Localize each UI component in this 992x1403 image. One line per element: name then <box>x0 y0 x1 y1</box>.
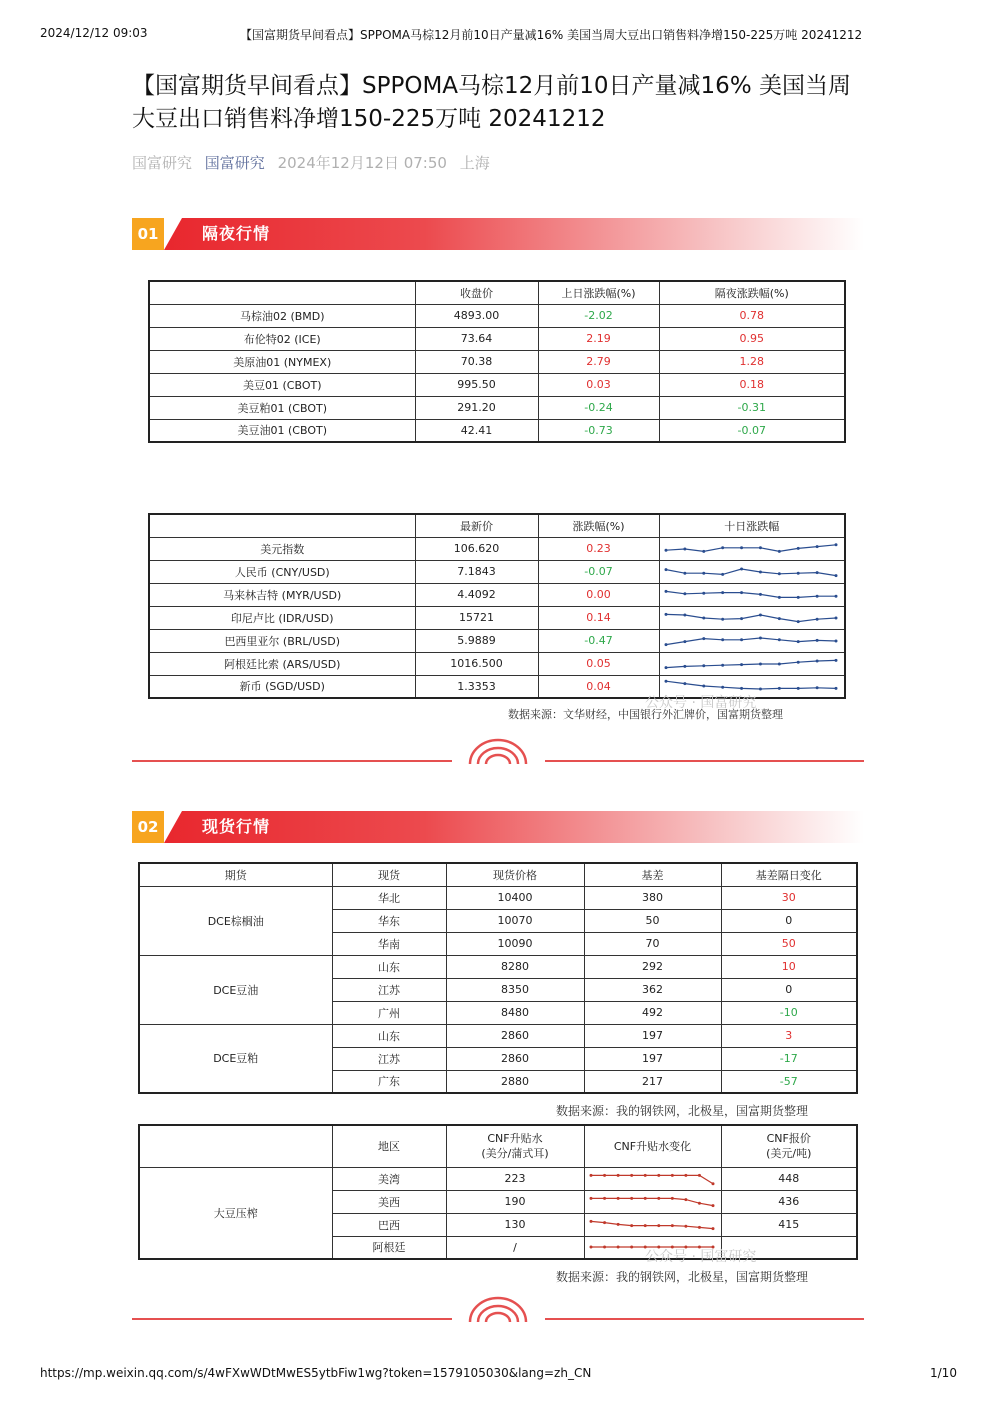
futures-name: DCE棕榈油 <box>139 886 332 955</box>
cloud-ornament-icon <box>466 1296 530 1324</box>
table-row <box>149 583 845 606</box>
spot-price: 2860 <box>446 1024 584 1047</box>
basis: 70 <box>584 932 721 955</box>
col-header: 隔夜涨跌幅(%) <box>659 281 845 304</box>
sparkline-point <box>657 1224 660 1227</box>
spot-region: 江苏 <box>332 978 446 1001</box>
instrument-name: 马棕油02 (BMD) <box>149 304 415 327</box>
sparkline-point <box>721 686 724 689</box>
currency-name: 阿根廷比索 (ARS/USD) <box>149 652 415 675</box>
table-row <box>149 560 845 583</box>
sparkline-point <box>711 1204 714 1207</box>
basis-change: 50 <box>721 932 857 955</box>
section-number: 02 <box>132 811 164 843</box>
sparkline-point <box>758 636 761 639</box>
cloud-ornament-icon <box>466 738 530 766</box>
basis: 50 <box>584 909 721 932</box>
currency-name: 巴西里亚尔 (BRL/USD) <box>149 629 415 652</box>
sparkline-point <box>643 1173 646 1176</box>
col-header <box>149 514 415 537</box>
ten-day-trend-cell <box>659 537 845 560</box>
sparkline-path <box>666 614 836 621</box>
article-source: 国富研究 <box>132 154 193 172</box>
article-title: 【国富期货早间看点】SPPOMA马棕12月前10日产量减16% 美国当周大豆出口销售料净增150-225万吨 20241212 <box>132 73 851 132</box>
latest-price: 5.9889 <box>415 629 538 652</box>
sparkline-point <box>702 637 705 640</box>
change-pct: 0.04 <box>538 675 659 698</box>
instrument-name: 美原油01 (NYMEX) <box>149 350 415 373</box>
sparkline-point <box>683 640 686 643</box>
sparkline-point <box>740 663 743 666</box>
instrument-name: 美豆粕01 (CBOT) <box>149 396 415 419</box>
cnf-quote: 448 <box>721 1167 857 1190</box>
prev-change: -2.02 <box>538 304 659 327</box>
table-row <box>149 304 845 327</box>
sparkline-point <box>643 1196 646 1199</box>
change-pct: -0.07 <box>538 560 659 583</box>
sparkline-point <box>630 1224 633 1227</box>
sparkline-point <box>740 591 743 594</box>
spot-price: 10090 <box>446 932 584 955</box>
region: 美西 <box>332 1190 446 1213</box>
spot-price: 8480 <box>446 1001 584 1024</box>
sparkline-point <box>683 571 686 574</box>
sparkline-point <box>740 687 743 690</box>
print-title: 【国富期货早间看点】SPPOMA马棕12月前10日产量减16% 美国当周大豆出口销售料净增150-225万吨 20241212 <box>240 28 863 42</box>
sparkline <box>662 631 840 651</box>
sparkline-point <box>777 638 780 641</box>
sparkline-point <box>740 567 743 570</box>
data-source-note: 数据来源：文华财经，中国银行外汇牌价，国富期货整理 <box>508 708 783 721</box>
spot-price: 10070 <box>446 909 584 932</box>
spot-region: 华东 <box>332 909 446 932</box>
basis: 380 <box>584 886 721 909</box>
spot-price: 2860 <box>446 1047 584 1070</box>
ten-day-trend-cell <box>659 652 845 675</box>
sparkline-point <box>683 613 686 616</box>
print-date: 2024/12/12 09:03 <box>40 26 148 40</box>
sparkline-path <box>666 591 836 597</box>
overnight-market-table <box>148 280 846 443</box>
basis-change: -17 <box>721 1047 857 1070</box>
sparkline-point <box>683 547 686 550</box>
basis: 197 <box>584 1024 721 1047</box>
sparkline-point <box>664 666 667 669</box>
table-row <box>149 629 845 652</box>
cnf-trend-cell <box>584 1190 721 1213</box>
ten-day-trend-cell <box>659 560 845 583</box>
sparkline-point <box>758 546 761 549</box>
section-header-spot <box>132 811 864 843</box>
basis-change: 0 <box>721 978 857 1001</box>
sparkline-point <box>697 1225 700 1228</box>
data-source-note: 数据来源：我的钢铁网，北极星，国富期货整理 <box>556 1104 809 1118</box>
sparkline-point <box>758 613 761 616</box>
table-row <box>149 606 845 629</box>
spot-region: 华南 <box>332 932 446 955</box>
sparkline-point <box>670 1196 673 1199</box>
cnf-premium: / <box>446 1236 584 1259</box>
col-header: CNF报价 (美元/吨) <box>721 1125 857 1167</box>
sparkline-point <box>702 616 705 619</box>
night-change: -0.31 <box>659 396 845 419</box>
col-header: 期货 <box>139 863 332 886</box>
latest-price: 1.3353 <box>415 675 538 698</box>
sparkline-point <box>740 638 743 641</box>
latest-price: 106.620 <box>415 537 538 560</box>
author-link[interactable]: 国富研究 <box>204 154 265 172</box>
basis-change: 3 <box>721 1024 857 1047</box>
cnf-trend-cell <box>584 1167 721 1190</box>
sparkline-point <box>643 1224 646 1227</box>
basis: 362 <box>584 978 721 1001</box>
divider-line <box>132 760 452 762</box>
table-row <box>139 955 857 978</box>
sparkline-point <box>589 1219 592 1222</box>
sparkline-point <box>664 548 667 551</box>
sparkline-point <box>777 595 780 598</box>
sparkline <box>662 585 840 605</box>
col-header: 现货价格 <box>446 863 584 886</box>
sparkline-point <box>630 1246 633 1249</box>
fx-table <box>148 513 846 699</box>
sparkline-point <box>834 639 837 642</box>
change-pct: 0.00 <box>538 583 659 606</box>
sparkline-point <box>721 546 724 549</box>
basis-change: 30 <box>721 886 857 909</box>
sparkline <box>662 654 840 674</box>
sparkline-point <box>796 595 799 598</box>
spot-price: 10400 <box>446 886 584 909</box>
col-header: 上日涨跌幅(%) <box>538 281 659 304</box>
sparkline-point <box>664 589 667 592</box>
latest-price: 7.1843 <box>415 560 538 583</box>
sparkline-point <box>777 572 780 575</box>
sparkline-path <box>591 1175 713 1183</box>
table-row <box>149 327 845 350</box>
basis: 197 <box>584 1047 721 1070</box>
basis: 292 <box>584 955 721 978</box>
sparkline-point <box>815 617 818 620</box>
basis: 217 <box>584 1070 721 1093</box>
close-price: 291.20 <box>415 396 538 419</box>
basis-change: 10 <box>721 955 857 978</box>
sparkline-point <box>796 660 799 663</box>
sparkline-point <box>683 592 686 595</box>
sparkline-point <box>834 616 837 619</box>
watermark: 公众号 · 国富研究 <box>645 695 757 711</box>
sparkline-path <box>591 1221 713 1228</box>
table-row <box>139 886 857 909</box>
sparkline-point <box>702 571 705 574</box>
currency-name: 新币 (SGD/USD) <box>149 675 415 698</box>
sparkline-point <box>616 1173 619 1176</box>
col-header: CNF升贴水 (美分/蒲式耳) <box>446 1125 584 1167</box>
basis-change: -10 <box>721 1001 857 1024</box>
sparkline-point <box>721 638 724 641</box>
sparkline-point <box>670 1224 673 1227</box>
sparkline-point <box>796 620 799 623</box>
sparkline-point <box>721 591 724 594</box>
region: 美湾 <box>332 1167 446 1190</box>
sparkline-point <box>740 617 743 620</box>
sparkline-point <box>796 571 799 574</box>
sparkline-point <box>670 1173 673 1176</box>
sparkline-point <box>684 1173 687 1176</box>
prev-change: -0.73 <box>538 419 659 442</box>
col-header: 收盘价 <box>415 281 538 304</box>
spot-region: 山东 <box>332 1024 446 1047</box>
basis: 492 <box>584 1001 721 1024</box>
sparkline-point <box>616 1196 619 1199</box>
col-header <box>149 281 415 304</box>
prev-change: 2.19 <box>538 327 659 350</box>
latest-price: 1016.500 <box>415 652 538 675</box>
col-header: 涨跌幅(%) <box>538 514 659 537</box>
sparkline <box>662 608 840 628</box>
ten-day-trend-cell <box>659 629 845 652</box>
futures-name: DCE豆油 <box>139 955 332 1024</box>
sparkline-point <box>702 591 705 594</box>
sparkline-path <box>591 1198 713 1205</box>
sparkline-point <box>777 687 780 690</box>
sparkline <box>587 1169 717 1189</box>
sparkline-point <box>589 1173 592 1176</box>
divider-line <box>545 760 864 762</box>
sparkline-point <box>589 1246 592 1249</box>
spot-price: 8280 <box>446 955 584 978</box>
col-header: 现货 <box>332 863 446 886</box>
sparkline-point <box>740 546 743 549</box>
sparkline-point <box>630 1196 633 1199</box>
sparkline-point <box>815 571 818 574</box>
sparkline-point <box>711 1227 714 1230</box>
spot-region: 山东 <box>332 955 446 978</box>
article-datetime: 2024年12月12日 07:50 <box>277 154 447 172</box>
sparkline-point <box>684 1198 687 1201</box>
sparkline-point <box>758 592 761 595</box>
ten-day-trend-cell <box>659 606 845 629</box>
sparkline-point <box>834 594 837 597</box>
sparkline-point <box>664 612 667 615</box>
divider-line <box>545 1318 864 1320</box>
sparkline-point <box>683 664 686 667</box>
article-location: 上海 <box>459 154 490 172</box>
col-header: CNF升贴水变化 <box>584 1125 721 1167</box>
sparkline-point <box>777 549 780 552</box>
sparkline-point <box>603 1246 606 1249</box>
sparkline-point <box>834 687 837 690</box>
group-name: 大豆压榨 <box>139 1167 332 1259</box>
sparkline-path <box>666 638 836 645</box>
sparkline-point <box>589 1196 592 1199</box>
col-header: 地区 <box>332 1125 446 1167</box>
section-title: 隔夜行情 <box>202 224 271 243</box>
sparkline <box>587 1192 717 1212</box>
section-title: 现货行情 <box>202 817 271 836</box>
close-price: 70.38 <box>415 350 538 373</box>
sparkline-point <box>684 1224 687 1227</box>
footer-url[interactable]: https://mp.weixin.qq.com/s/4wFXwWDtMwES5ytbFiw1wg?token=1579105030&lang=zh_CN <box>40 1366 592 1380</box>
sparkline-point <box>697 1173 700 1176</box>
cnf-table <box>138 1124 858 1260</box>
region: 阿根廷 <box>332 1236 446 1259</box>
cnf-quote: 436 <box>721 1190 857 1213</box>
sparkline-point <box>758 662 761 665</box>
sparkline-point <box>616 1246 619 1249</box>
cnf-premium: 130 <box>446 1213 584 1236</box>
currency-name: 人民币 (CNY/USD) <box>149 560 415 583</box>
spot-region: 江苏 <box>332 1047 446 1070</box>
spot-price: 8350 <box>446 978 584 1001</box>
sparkline-point <box>796 546 799 549</box>
sparkline-path <box>666 544 836 551</box>
sparkline-point <box>815 638 818 641</box>
table-row <box>149 537 845 560</box>
footer-page-number: 1/10 <box>930 1366 957 1380</box>
sparkline-point <box>834 574 837 577</box>
table-row <box>149 652 845 675</box>
sparkline-point <box>721 617 724 620</box>
article-meta <box>132 152 498 173</box>
prev-change: 0.03 <box>538 373 659 396</box>
currency-name: 美元指数 <box>149 537 415 560</box>
instrument-name: 美豆01 (CBOT) <box>149 373 415 396</box>
col-header <box>139 1125 332 1167</box>
basis-change: 0 <box>721 909 857 932</box>
close-price: 42.41 <box>415 419 538 442</box>
sparkline-point <box>603 1173 606 1176</box>
watermark: 公众号 · 国富研究 <box>645 1249 757 1265</box>
sparkline-point <box>697 1201 700 1204</box>
section-header-overnight <box>132 218 864 250</box>
spot-basis-table <box>138 862 858 1094</box>
sparkline-point <box>815 687 818 690</box>
sparkline-point <box>815 594 818 597</box>
sparkline-point <box>758 570 761 573</box>
latest-price: 4.4092 <box>415 583 538 606</box>
sparkline-point <box>603 1221 606 1224</box>
sparkline-point <box>777 617 780 620</box>
cnf-premium: 190 <box>446 1190 584 1213</box>
data-source-note: 数据来源：我的钢铁网，北极星，国富期货整理 <box>556 1270 809 1284</box>
close-price: 4893.00 <box>415 304 538 327</box>
sparkline-path <box>666 569 836 576</box>
sparkline-point <box>702 685 705 688</box>
currency-name: 印尼卢比 (IDR/USD) <box>149 606 415 629</box>
ten-day-trend-cell <box>659 583 845 606</box>
close-price: 73.64 <box>415 327 538 350</box>
cnf-trend-cell <box>584 1213 721 1236</box>
table-row <box>149 396 845 419</box>
sparkline-point <box>758 688 761 691</box>
spot-price: 2880 <box>446 1070 584 1093</box>
sparkline-point <box>834 543 837 546</box>
col-header: 基差 <box>584 863 721 886</box>
instrument-name: 布伦特02 (ICE) <box>149 327 415 350</box>
sparkline-point <box>657 1173 660 1176</box>
table-row <box>149 373 845 396</box>
table-row <box>149 350 845 373</box>
sparkline-point <box>711 1182 714 1185</box>
change-pct: 0.14 <box>538 606 659 629</box>
prev-change: -0.24 <box>538 396 659 419</box>
sparkline-path <box>666 681 836 689</box>
table-row <box>139 1167 857 1190</box>
sparkline-point <box>834 658 837 661</box>
table-row <box>139 1024 857 1047</box>
sparkline-point <box>657 1196 660 1199</box>
futures-name: DCE豆粕 <box>139 1024 332 1093</box>
col-header: 最新价 <box>415 514 538 537</box>
night-change: 1.28 <box>659 350 845 373</box>
change-pct: 0.05 <box>538 652 659 675</box>
sparkline-point <box>702 549 705 552</box>
sparkline <box>662 539 840 559</box>
col-header: 十日涨跌幅 <box>659 514 845 537</box>
spot-region: 华北 <box>332 886 446 909</box>
sparkline-point <box>815 545 818 548</box>
sparkline-point <box>721 663 724 666</box>
section-number: 01 <box>132 218 164 250</box>
night-change: -0.07 <box>659 419 845 442</box>
sparkline-point <box>603 1196 606 1199</box>
sparkline-point <box>683 682 686 685</box>
sparkline <box>662 562 840 582</box>
sparkline-point <box>796 640 799 643</box>
basis-change: -57 <box>721 1070 857 1093</box>
instrument-name: 美豆油01 (CBOT) <box>149 419 415 442</box>
night-change: 0.18 <box>659 373 845 396</box>
col-header: 基差隔日变化 <box>721 863 857 886</box>
cnf-quote: 415 <box>721 1213 857 1236</box>
spot-region: 广州 <box>332 1001 446 1024</box>
spot-region: 广东 <box>332 1070 446 1093</box>
sparkline-point <box>616 1222 619 1225</box>
region: 巴西 <box>332 1213 446 1236</box>
night-change: 0.95 <box>659 327 845 350</box>
sparkline-point <box>630 1173 633 1176</box>
table-row <box>149 419 845 442</box>
sparkline-point <box>702 664 705 667</box>
close-price: 995.50 <box>415 373 538 396</box>
sparkline-point <box>815 659 818 662</box>
sparkline-point <box>664 568 667 571</box>
sparkline-path <box>666 660 836 667</box>
divider-line <box>132 1318 452 1320</box>
night-change: 0.78 <box>659 304 845 327</box>
sparkline <box>587 1215 717 1235</box>
sparkline-point <box>721 572 724 575</box>
currency-name: 马来林吉特 (MYR/USD) <box>149 583 415 606</box>
cnf-premium: 223 <box>446 1167 584 1190</box>
sparkline-point <box>777 662 780 665</box>
sparkline-point <box>796 687 799 690</box>
change-pct: 0.23 <box>538 537 659 560</box>
sparkline-point <box>664 680 667 683</box>
latest-price: 15721 <box>415 606 538 629</box>
prev-change: 2.79 <box>538 350 659 373</box>
sparkline-point <box>664 643 667 646</box>
change-pct: -0.47 <box>538 629 659 652</box>
